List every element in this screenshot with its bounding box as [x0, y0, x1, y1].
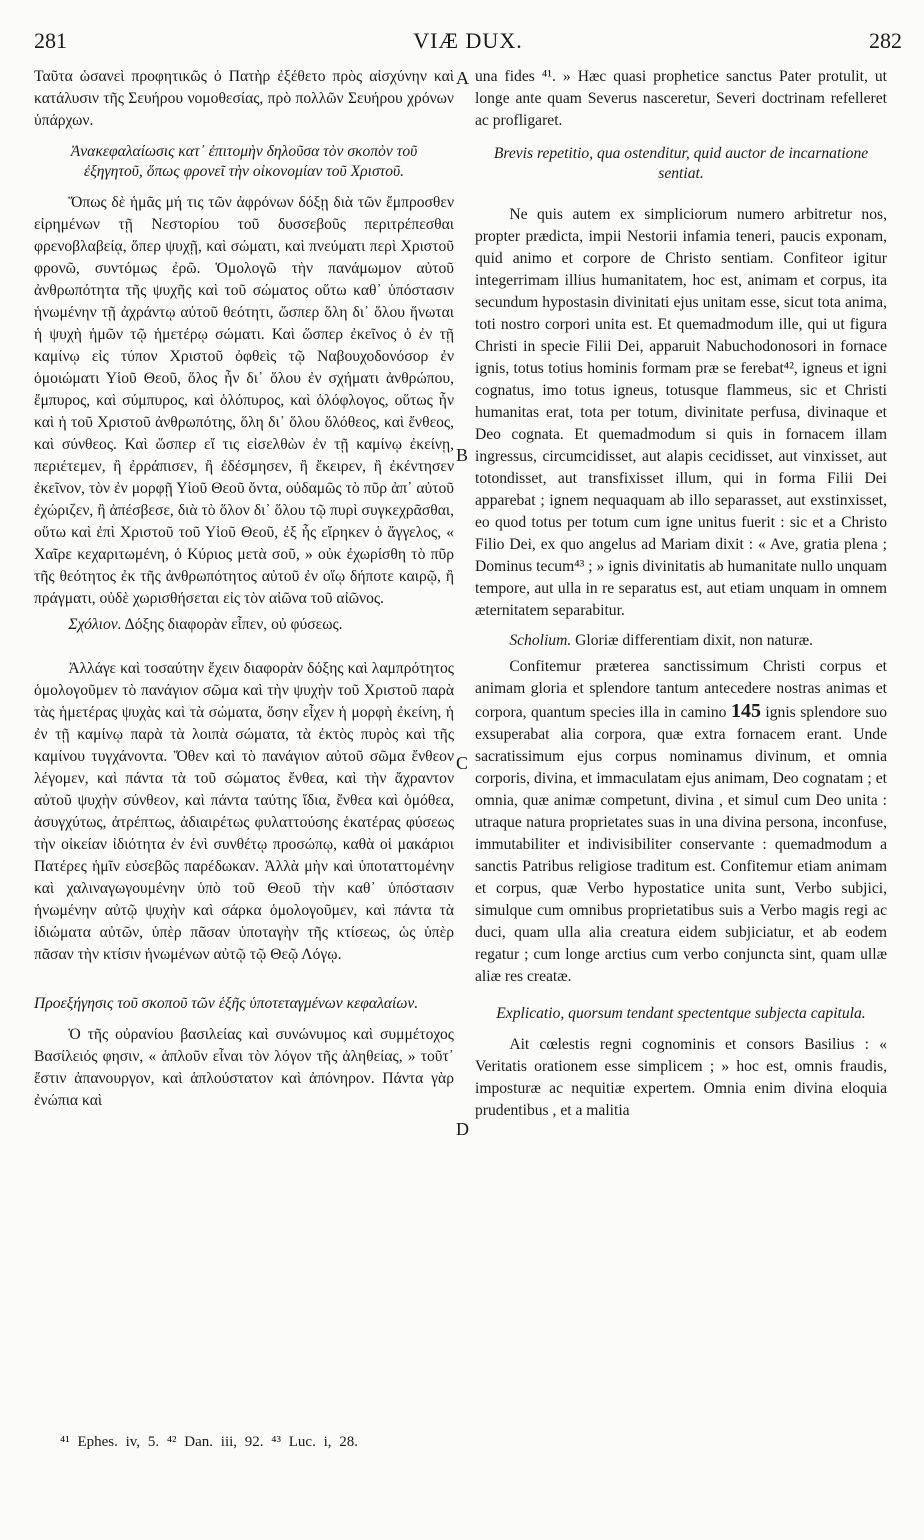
greek-paragraph-basil: Ὁ τῆς οὐρανίου βασιλείας καὶ συνώνυμος καὶ συμμέτοχος Βασίλειός φησιν, « ἁπλοῦν εἶναι τὸν λόγον τῆς ἀληθείας, » τοῦτ᾽ ἔστιν ἀπανουργον, καὶ ἁπλούστατον καὶ ἀπόνηρον. Πάντα γὰρ ἐνώπια καὶ — [34, 1026, 454, 1109]
latin-column — [475, 66, 887, 1122]
greek-heading-preface: Προεξήγησις τοῦ σκοποῦ τῶν ἑξῆς ὑποτεταγμένων κεφαλαίων. — [34, 995, 419, 1012]
greek-paragraph-glory: Ἀλλάγε καὶ τοσαύτην ἔχειν διαφορὰν δόξης καὶ λαμπρότητος ὁμολογοῦμεν τὸ πανάγιον σῶμα καὶ τὴν ψυχὴν τοῦ Χριστοῦ παρὰ τὰς ἡμετέρας ψυχὰς καὶ τὰ σώματα, ὅσην εἶχεν ἡ μορφὴ ἐκείνη, ἡ ἐν τῇ καμίνῳ παρὰ τὰ λοιπὰ σώματα, τὰ ἐκτὸς πυρὸς καὶ τῆς καμίνου τυγχάνοντα. Ὅθεν καὶ τὸ πανάγιον αὐτοῦ σῶμα ἔνθεον λέγομεν, καὶ πάντα τὰ τοῦ σώματος ἔνθεα, καὶ τὴν ἄχραντον αὐτοῦ ψυχὴν σύνθεον, καὶ πάντα ταύτης ἴδια, ἔνθεα καὶ ὁμόθεα, ἀσυγχύτως, ἀτρέπτως, ἀδιαιρέτως φυλαττούσης ἑκατέρας φύσεως τὴν οἰκείαν ἰδιότητα ἐν ἑνὶ συνθέτῳ προσώπῳ, καθὰ οἱ μακάριοι Πατέρες ἡμῖν εὐσεβῶς παρέδωκαν. Ἀλλὰ μὴν καὶ ὑποταττομένην καὶ χαλιναγωγουμένην ὑπὸ τοῦ Θεοῦ τὴν καθ᾽ ὑπόστασιν ἡνωμένην αὐτῷ ψυχὴν καὶ σάρκα ὁμολογοῦμεν, καὶ πάντα τὰ ἰδιώματα αὐτῶν, ὑπὲρ πᾶσαν ὑποταγὴν τῆς κτίσεως, ὡς ὑπὲρ πᾶσαν τὴν κτίσιν ἡνωμένων αὐτῷ τῷ Θεῷ Λόγῳ. — [34, 660, 454, 963]
margin-marker-b: B — [456, 445, 469, 465]
margin-marker-c: C — [456, 753, 469, 773]
footnotes: ⁴¹ Ephes. iv, 5. ⁴² Dan. iii, 92. ⁴³ Luc. i, 28. — [60, 1434, 359, 1450]
latin-scholium — [475, 630, 887, 652]
greek-heading-recap: Ἀνακεφαλαίωσις κατ᾽ ἐπιτομὴν δηλοῦσα τὸν σκοπὸν τοῦ ἐξηγητοῦ, ὅπως φρονεῖ τὴν οἰκονομίαν τοῦ Χριστοῦ. — [70, 143, 418, 180]
running-title: VIÆ DUX. — [413, 28, 523, 53]
page-number-right: 282 — [869, 28, 902, 53]
page-number-left: 281 — [34, 28, 67, 53]
latin-paragraph-glory — [475, 656, 887, 988]
latin-heading-recap: Brevis repetitio, qua ostenditur, quid auctor de incarnatione sentiat. — [493, 145, 869, 182]
latin-paragraph-glory-part-a: Confitemur præterea sanctissimum Christi corpus et animam gloria et splendore tantum antecedere nostras animas et corpora, quantum species illa in camino — [475, 658, 887, 721]
latin-paragraph-confession: Ne quis autem ex simpliciorum numero arbitretur nos, propter prædicta, impii Nestorii infamia teneri, paucis exponam, quid animo et corpore de Christo sentiam. Confiteor igitur integerrimam illius humanitatem, hoc est, animam et corpus, ita secundum hypostasin divinitati ejus unitam esse, sicut tota anima, toti nostro corpori unita est. Et quemadmodum ille, qui ut figura Christi in specie Filii Dei, apparuit Nabuchodonosori in fornace ignis, totus totius hominis formam præ se ferebat⁴², igneus et igni cognatus, imo totus igneus, totusque flammeus, sic et Christi humanitas erat, tota per totum, divinitate perfusa, divinaque et Deo cognata. Et quemadmodum si quis in fornacem illam ingressus, circumcidisset, aut alapis cecidisset, aut vinxisset, aut totondisset, aut transfixisset illum, qui in forma Filii Dei apparebat ; ignem nequaquam ab illo separasset, aut exstinxisset, eo quod totus per totum cum igne unitus fuerit : sic et a Christo Filio Dei, ex quo angelus ad Mariam dixit : « Ave, gratia plena ; Dominus tecum⁴³ ; » ignis divinitatis ab humanitate nullo unquam tempore, aut ulla in re separatus est, aut etiam unquam in omnem æternitatem separabitur. — [475, 206, 887, 619]
latin-paragraph-basil: Ait cœlestis regni cognominis et consors Basilius : « Veritatis orationem esse simplicem ; » hoc est, omnis fraudis, imposturæ ac nequitiæ expertem. Omnia enim divina eloquia prudentibus , et a malitia — [475, 1036, 887, 1119]
latin-paragraph-glory-part-b: ignis splendore suo exsuperabat alia corpora, quæ extra fornacem erant. Unde sacratissimum ejus corpus nominamus divinum, et omnia corporis, divina, et immaculatam ejus animam, Deo cognatam ; et omnia, quæ animæ competunt, divina , et simul cum Deo unita : utraque natura proprietates suas in una divina persona, inconfuse, immutabiliter et indivisibiliter conservante : quemadmodum a sanctis Patribus religiose traditum est. Confitemur etiam animam et corpus, quæ Verbo hypostatice unita sunt, Verbo subjici, simulque cum omnibus proprietatibus suis a Verbo magis regi ac duci, quam ulla alia creatura eidem subjiciatur, et ab eodem regatur ; cum longe arctius cum verbo conjuncta sint, quam ullæ aliæ res creatæ. — [475, 704, 887, 985]
latin-paragraph-intro: una fides ⁴¹. » Hæc quasi prophetice sanctus Pater protulit, ut longe ante quam Severus nasceretur, Severi doctrinam refelleret ac profligaret. — [475, 68, 887, 129]
margin-marker-a: A — [456, 68, 469, 88]
greek-scholium-text: Δόξης διαφορὰν εἶπεν, οὐ φύσεως. — [124, 616, 343, 633]
latin-scholium-label: Scholium. — [509, 632, 572, 649]
page-header — [34, 28, 902, 62]
greek-paragraph-confession: Ὅπως δὲ ἡμᾶς μή τις τῶν ἀφρόνων δόξῃ διὰ τῶν ἔμπροσθεν εἰρημένων τῇ Νεστορίου τοῦ δυσσεβοῦς περιτρέπεσθαι φρενοβλαβείᾳ, ὅπερ ψυχῇ, καὶ σώματι, καὶ πνεύματι περὶ Χριστοῦ φρονῶ, συντόμως ἐρῶ. Ὁμολογῶ τὴν πανάμωμον αὐτοῦ ἀνθρωπότητα τῆς ψυχῆς καὶ τοῦ σώματος οὕτω καθ᾽ ὑπόστασιν ἡνωμένην τῇ ἀχράντῳ αὐτοῦ θεότητι, ὥσπερ ὅλη δι᾽ ὅλου ἥνωται ἡ ψυχὴ ἡμῶν τῷ ἡμετέρῳ σώματι. Καὶ ὥσπερ ἐκεῖνος ὁ ἐν τῇ καμίνῳ εἰς τύπον Χριστοῦ ὀφθεὶς τῷ Ναβουχοδονόσορ ἐν ὁμοιώματι Υἱοῦ Θεοῦ, ὅλος ἦν δι᾽ ὅλου ἐν σχήματι ἀνθρώπου, ἔμπυρος, καὶ σύμπυρος, καὶ ὁλόπυρος, καὶ ὁλόφλογος, οὕτως ἦν καὶ ἡ τοῦ Χριστοῦ ἀνθρωπότης, ὅλη δι᾽ ὅλου ὅλόθεος, καὶ ἔνθεος, καὶ σύνθεος. Καὶ ὥσπερ εἴ τις εἰσελθὼν ἐν τῇ καμίνῳ ἐκείνῃ, περιέτεμεν, ἢ ἐρράπισεν, ἢ ἐδέσμησεν, ἢ ἔκειρεν, ἢ ἐκέντησεν ἐκεῖνον, τὸν ἐν μορφῇ Υἱοῦ Θεοῦ ὄντα, οὐδαμῶς τὸ πῦρ ἀπ᾽ αὐτοῦ ἐχώριζεν, ἢ ἀπέσβεσε, διὰ τὸ ὅλον δι᾽ ὅλου τῷ πυρὶ συγκεχρᾶσθαι, οὕτω καὶ ἐπὶ Χριστοῦ τοῦ Υἱοῦ Θεοῦ, ἐξ ἧς εἴρηκεν ὁ ἄγγελος, « Χαῖρε κεχαριτωμένη, ὁ Κύριος μετὰ σοῦ, » οὐκ ἐχωρίσθη τὸ πῦρ τῆς θεότητος ἐκ τῆς ἀνθρωπότητος αὐτοῦ ἐν οἵῳ δήποτε καιρῷ, ἢ πράγματι, οὐδὲ χωρισθήσεται εἰς τὸν αἰῶνα τοῦ αἰῶνος. — [34, 194, 454, 607]
latin-scholium-text: Gloriæ differentiam dixit, non naturæ. — [575, 632, 814, 649]
greek-column — [34, 66, 454, 1112]
margin-marker-d: D — [456, 1119, 469, 1139]
greek-paragraph-intro: Ταῦτα ὡσανεὶ προφητικῶς ὁ Πατὴρ ἐξέθετο πρὸς αἰσχύνην καὶ κατάλυσιν τῆς Σευήρου νομοθεσίας, πρὸ πολλῶν Σευήρου χρόνων ὑπάρχων. — [34, 68, 454, 129]
greek-scholium — [34, 614, 454, 636]
column-number: 145 — [730, 700, 761, 722]
greek-scholium-label: Σχόλιον. — [68, 616, 122, 633]
latin-heading-explicatio: Explicatio, quorsum tendant spectentque subjecta capitula. — [496, 1005, 866, 1022]
